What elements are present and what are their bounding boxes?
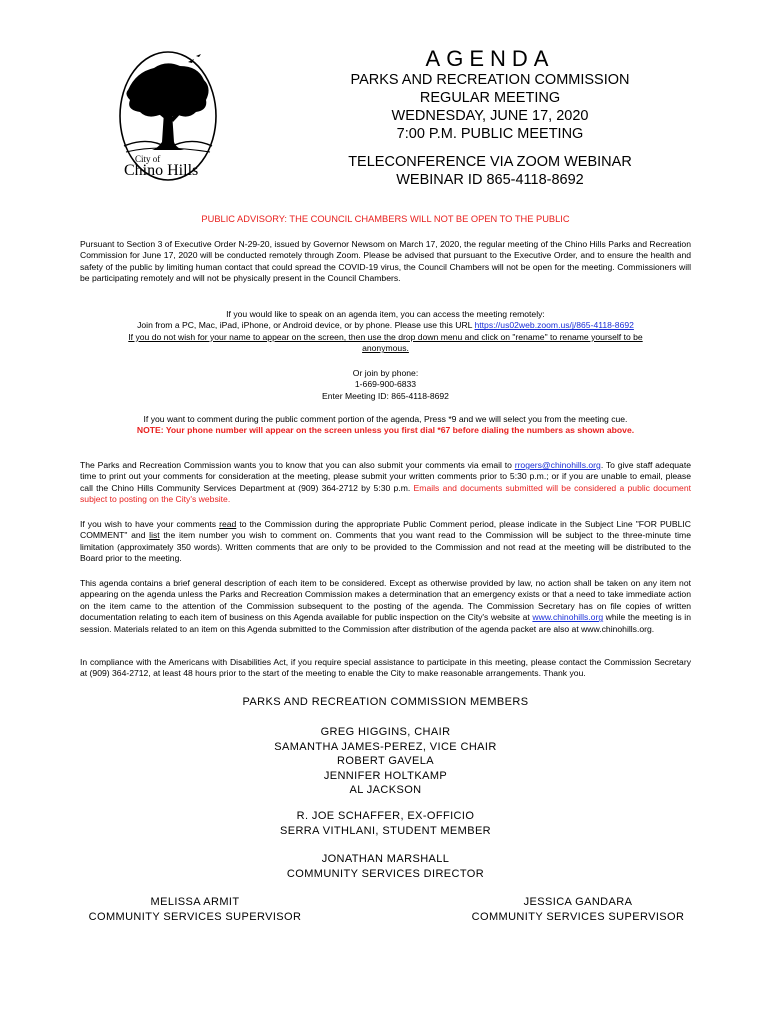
phone-meeting-id: Enter Meeting ID: 865-4118-8692: [322, 390, 449, 401]
member-holtkamp: JENNIFER HOLTKAMP: [323, 769, 448, 782]
speak-line-1: If you would like to speak on an agenda item, you can access the meeting remotely:: [226, 309, 545, 319]
phone-line-1: Or join by phone:: [352, 368, 419, 378]
comment-instructions: [80, 414, 691, 437]
phone-number-note: NOTE: Your phone number will appear on the screen unless you first dial *67 before dialing the numbers as shown above.: [136, 425, 635, 436]
meeting-date: WEDNESDAY, JUNE 17, 2020: [391, 108, 589, 124]
members-title: PARKS AND RECREATION COMMISSION MEMBERS: [242, 696, 529, 708]
member-student: SERRA VITHLANI, STUDENT MEMBER: [279, 824, 492, 837]
agenda-text-1: This agenda contains a brief general description of each item to be considered. Except as otherwise provided by law, no action shall be taken on any item not appearing on the agenda unless the Parks and Recreation Commission makes a determination that an emergency exists or that a need to take immediate action on the item came to the attention of the Commission subsequent to the posting of the agenda. The Commission Secretary has on file copies of written documentation relating to each item of business on this Agenda available for public inspection on the City's website at: [80, 578, 691, 623]
agenda-description-paragraph: [80, 578, 691, 635]
supervisor-left-title: COMMUNITY SERVICES SUPERVISOR: [88, 910, 302, 923]
members-list: [80, 725, 691, 798]
director-name: JONATHAN MARSHALL: [321, 853, 450, 865]
director-title: COMMUNITY SERVICES DIRECTOR: [286, 867, 485, 880]
speak-line-2-text: Join from a PC, Mac, iPad, iPhone, or Android device, or by phone. Please use this URL: [137, 320, 475, 331]
member-vice-chair: SAMANTHA JAMES-PEREZ, VICE CHAIR: [274, 740, 497, 753]
written-text-3: the item number you wish to comment on. Comments that you want read to the Commission will be subject to the three-minute time limitation (approximately 350 words). Written comments that are only to be provided to the Commission and not read at the meeting will be distributed to the Board prior to the meeting.: [80, 530, 691, 564]
email-public-document-note: Emails and documents submitted will be considered a public document subject to posting on the City's website.: [80, 482, 691, 505]
written-text-1: If you wish to have your comments: [80, 519, 220, 529]
email-comments-paragraph: [80, 460, 691, 506]
supervisor-left: [80, 895, 310, 924]
member-chair: GREG HIGGINS, CHAIR: [320, 726, 451, 738]
email-text-2: . To give staff adequate time to print out your comments for consideration at the meeting, please submit your written comments prior to 5:30 p.m.; or if you are unable to email, please call the Chino Hills Community Services Department at (909) 364-2712 by 5:30 p.m.: [80, 460, 691, 493]
supervisor-left-name: MELISSA ARMIT: [150, 896, 240, 908]
supervisor-right: [458, 895, 698, 924]
speak-instructions: [80, 309, 691, 355]
executive-order-paragraph: Pursuant to Section 3 of Executive Order N-29-20, issued by Governor Newsom on March 17, 2020, the regular meeting of the Chino Hills Parks and Recreation Commission for June 17, 2020 will be conducted remotely through Zoom. Please be advised that pursuant to the Executive Order, and to ensure the health and safety of the public by limiting human contact that could spread the COVID-19 virus, the Council Chambers will not be open for the meeting. Commissioners will be participating remotely and will not be physically present in the Council Chambers.: [80, 239, 691, 284]
logo-city-of: City of: [135, 154, 161, 164]
phone-number: 1-669-900-6833: [354, 379, 417, 390]
ada-paragraph: In compliance with the Americans with Disabilities Act, if you require special assistance to participate in this meeting, please contact the Commission Secretary at (909) 364-2712, at least 48 hours prior to the start of the meeting to enable the City to make reasonable arrangements. Thank you.: [80, 657, 691, 679]
email-text-1: The Parks and Recreation Commission wants you to know that you can also submit your comments via email to: [80, 460, 515, 470]
member-ex-officio: R. JOE SCHAFFER, EX-OFFICIO: [296, 810, 475, 822]
comment-line-1: If you want to comment during the public comment portion of the agenda, Press *9 and we will select you from the meeting cue.: [143, 414, 628, 424]
commission-name: PARKS AND RECREATION COMMISSION: [350, 72, 630, 88]
meeting-type: REGULAR MEETING: [419, 90, 561, 106]
public-advisory: PUBLIC ADVISORY: THE COUNCIL CHAMBERS WILL NOT BE OPEN TO THE PUBLIC: [201, 214, 570, 224]
speak-line-3: If you do not wish for your name to appear on the screen, then use the drop down menu and click on "rename" to rename yourself to be anonymous.: [128, 331, 643, 354]
member-jackson: AL JACKSON: [349, 784, 422, 797]
zoom-url-link[interactable]: https://us02web.zoom.us/j/865-4118-8692: [474, 320, 634, 331]
webinar-id: WEBINAR ID 865-4118-8692: [396, 172, 584, 188]
meeting-time: 7:00 P.M. PUBLIC MEETING: [396, 126, 584, 142]
supervisor-right-name: JESSICA GANDARA: [523, 896, 633, 908]
speak-line-2: [80, 320, 691, 331]
written-list-word: list: [149, 530, 160, 541]
agenda-text-2: while the meeting is in session. Materials related to an item on this Agenda submitted to the Commission after distribution of the agenda packet are also at www.chinohills.org.: [80, 612, 691, 634]
director-block: [80, 852, 691, 881]
email-link[interactable]: rrogers@chinohills.org: [514, 460, 601, 470]
written-text-2: to the Commission during the appropriate Public Comment period, please indicate in the Subject Line "FOR PUBLIC COMMENT" and: [80, 519, 691, 541]
supervisor-right-title: COMMUNITY SERVICES SUPERVISOR: [471, 910, 685, 923]
teleconference-line: TELECONFERENCE VIA ZOOM WEBINAR: [348, 154, 632, 170]
written-read-word: read: [219, 519, 237, 529]
logo-city-name: Chino Hills: [124, 162, 199, 179]
member-gavela: ROBERT GAVELA: [337, 755, 434, 768]
phone-instructions: [80, 368, 691, 402]
city-website-link[interactable]: www.chinohills.org: [532, 612, 604, 623]
written-comments-paragraph: [80, 519, 691, 565]
ex-officio-block: [80, 809, 691, 838]
agenda-title: AGENDA: [425, 46, 555, 71]
